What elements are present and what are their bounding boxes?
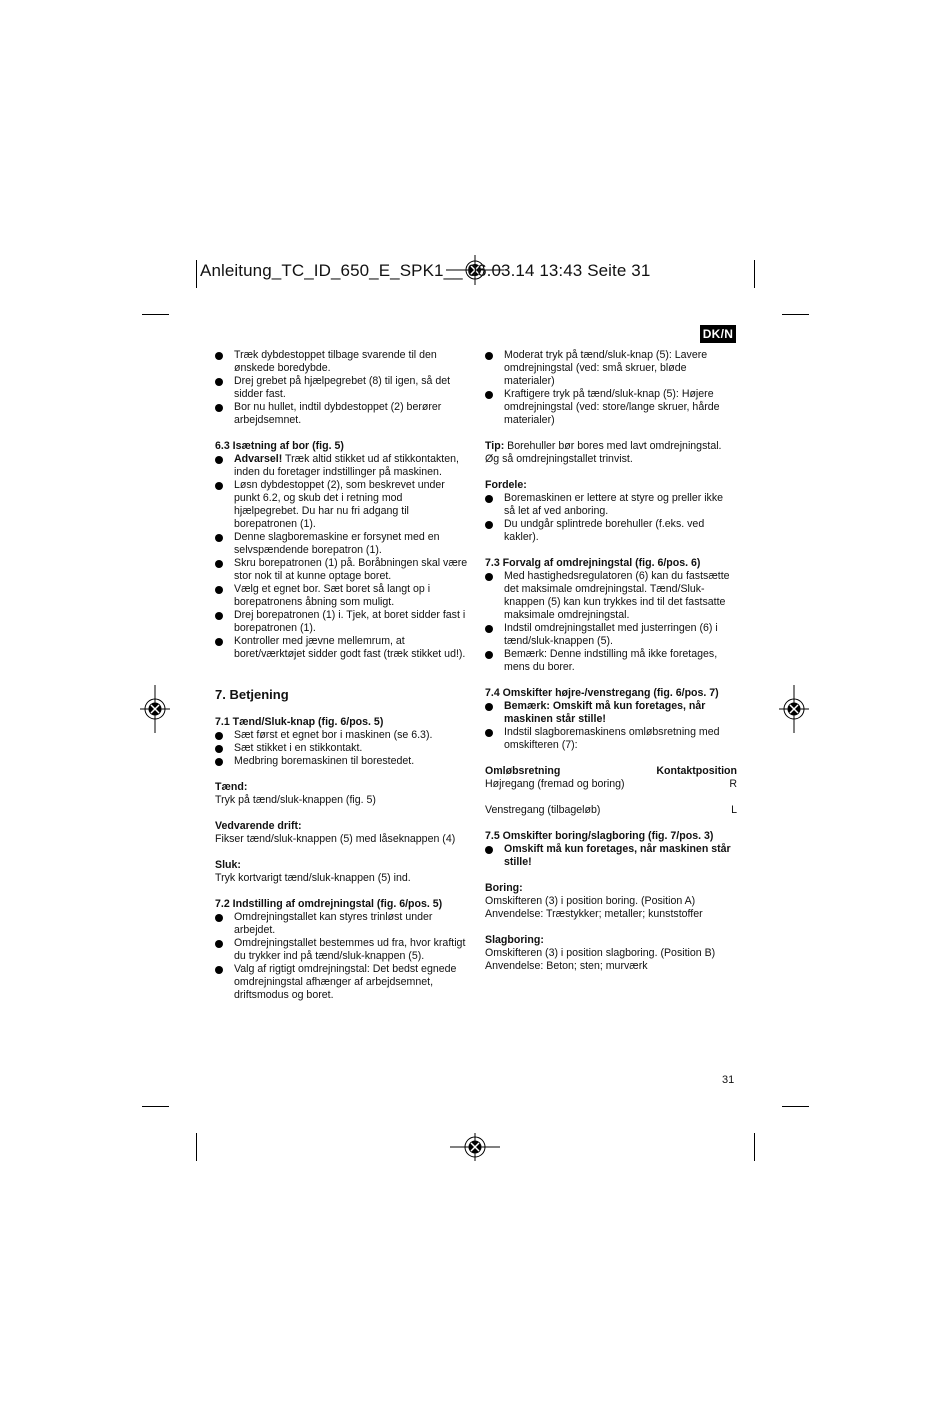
right-column (485, 349, 737, 973)
warning-label: Advarsel! (234, 453, 283, 465)
warning-text: Træk altid stikket ud af stikkontakten, inden du foretager indstillinger på maskinen. (234, 453, 459, 478)
table-header-cell: Kontaktposition (656, 765, 737, 777)
list-item: Medbring boremaskinen til borestedet. (215, 755, 470, 768)
section-heading: 7.4 Omskifter højre-/venstregang (fig. 6/pos. 7) (485, 687, 719, 699)
subheading: Sluk: (215, 859, 241, 871)
list-item: Kraftigere tryk på tænd/sluk-knap (5): Højere omdrejningstal (ved: store/lange skruer, hårde materialer) (485, 388, 737, 427)
list-item: Boremaskinen er lettere at styre og preller ikke så let af ved anboring. (485, 492, 737, 518)
paragraph: Omskifteren (3) i position boring. (Position A) (485, 895, 696, 907)
tip-paragraph (485, 440, 737, 466)
paragraph: Omskifteren (3) i position slagboring. (Position B) (485, 947, 716, 959)
section-heading: 6.3 Isætning af bor (fig. 5) (215, 440, 344, 452)
section-heading: 7.5 Omskifter boring/slagboring (fig. 7/pos. 3) (485, 830, 714, 842)
list-item: Drej grebet på hjælpegrebet (8) til igen, så det sidder fast. (215, 375, 470, 401)
chapter-title: 7. Betjening (215, 687, 289, 702)
table-header-cell: Omløbsretning (485, 765, 561, 777)
list-item: Moderat tryk på tænd/sluk-knap (5): Lavere omdrejningstal (ved: små skruer, bløde materialer) (485, 349, 737, 388)
left-column (215, 349, 470, 1002)
list-item: Med hastighedsregulatoren (6) kan du fastsætte det maksimale omdrejningstal. Tænd/Sluk-knappen (5) kan kun trykkes ind til det fastsatte maksimale omdrejningstal. (485, 570, 737, 622)
list-item: Sæt stikket i en stikkontakt. (215, 742, 470, 755)
list-item: Denne slagboremaskine er forsynet med en selvspændende borepatron (1). (215, 531, 470, 557)
table-cell: Højregang (fremad og boring) (485, 778, 625, 790)
list-item: Sæt først et egnet bor i maskinen (se 6.3). (215, 729, 470, 742)
paragraph: Tryk på tænd/sluk-knappen (fig. 5) (215, 794, 376, 806)
list-item: Du undgår splintrede borehuller (f.eks. ved kakler). (485, 518, 737, 544)
table-cell: Venstregang (tilbageløb) (485, 804, 601, 816)
crop-mark (782, 1106, 809, 1107)
registration-mark-icon (450, 1133, 500, 1161)
list-item: Bemærk: Denne indstilling må ikke foretages, mens du borer. (485, 648, 737, 674)
list-item: Omdrejningstallet bestemmes ud fra, hvor kraftigt du trykker ind på tænd/sluk-knappen (5). (215, 937, 470, 963)
list-item: Valg af rigtigt omdrejningstal: Det bedst egnede omdrejningstal afhænger af arbejdsemnet, driftsmodus og boret. (215, 963, 470, 1002)
subheading: Vedvarende drift: (215, 820, 302, 832)
crop-mark (196, 260, 197, 288)
paragraph: Anvendelse: Beton; sten; murværk (485, 960, 648, 972)
warning-item (215, 453, 470, 479)
page-number: 31 (722, 1074, 735, 1086)
subheading: Slagboring: (485, 934, 544, 946)
list-item: Indstil omdrejningstallet med justerringen (6) i tænd/sluk-knappen (5). (485, 622, 737, 648)
print-slug: Anleitung_TC_ID_650_E_SPK1__ 06.03.14 13:43 Seite 31 (200, 261, 651, 280)
list-item: Drej borepatronen (1) i. Tjek, at boret sidder fast i borepatronen (1). (215, 609, 470, 635)
list-item: Bemærk: Omskift må kun foretages, når maskinen står stille! (485, 700, 737, 726)
crop-mark (196, 1133, 197, 1161)
crop-mark (142, 1106, 169, 1107)
table-cell: R (729, 778, 737, 790)
registration-mark-icon (779, 685, 809, 733)
tip-label: Tip: (485, 440, 505, 452)
list-item: Omdrejningstallet kan styres trinløst under arbejdet. (215, 911, 470, 937)
table-cell: L (731, 804, 737, 816)
list-item: Vælg et egnet bor. Sæt boret så langt op i borepatronens åbning som muligt. (215, 583, 470, 609)
subheading: Fordele: (485, 479, 527, 491)
crop-mark (142, 314, 169, 315)
list-item: Indstil slagboremaskinens omløbsretning med omskifteren (7): (485, 726, 737, 752)
section-heading: 7.3 Forvalg af omdrejningstal (fig. 6/pos. 6) (485, 557, 701, 569)
crop-mark (782, 314, 809, 315)
subheading: Tænd: (215, 781, 248, 793)
section-heading: 7.2 Indstilling af omdrejningstal (fig. 6/pos. 5) (215, 898, 443, 910)
table-row (485, 778, 737, 791)
registration-mark-icon (140, 685, 170, 733)
list-item: Kontroller med jævne mellemrum, at boret/værktøjet sidder godt fast (træk stikket ud!). (215, 635, 470, 661)
subheading: Boring: (485, 882, 523, 894)
table-header (485, 765, 737, 778)
list-item: Omskift må kun foretages, når maskinen står stille! (485, 843, 737, 869)
table-row (485, 804, 737, 817)
tip-text: Borehuller bør bores med lavt omdrejningstal. Øg så omdrejningstallet trinvist. (485, 440, 722, 465)
list-item: Træk dybdestoppet tilbage svarende til den ønskede boredybde. (215, 349, 470, 375)
crop-mark (754, 1133, 755, 1161)
paragraph: Tryk kortvarigt tænd/sluk-knappen (5) ind. (215, 872, 411, 884)
list-item: Løsn dybdestoppet (2), som beskrevet under punkt 6.2, og skub det i retning mod hjælpegrebet. Du har nu fri adgang til borepatronen (1). (215, 479, 470, 531)
language-tag: DK/N (700, 325, 736, 343)
list-item: Skru borepatronen (1) på. Boråbningen skal være stor nok til at kunne optage boret. (215, 557, 470, 583)
paragraph: Fikser tænd/sluk-knappen (5) med låseknappen (4) (215, 833, 456, 845)
crop-mark (754, 260, 755, 288)
list-item: Bor nu hullet, indtil dybdestoppet (2) berører arbejdsemnet. (215, 401, 470, 427)
section-heading: 7.1 Tænd/Sluk-knap (fig. 6/pos. 5) (215, 716, 384, 728)
paragraph: Anvendelse: Træstykker; metaller; kunststoffer (485, 908, 703, 920)
